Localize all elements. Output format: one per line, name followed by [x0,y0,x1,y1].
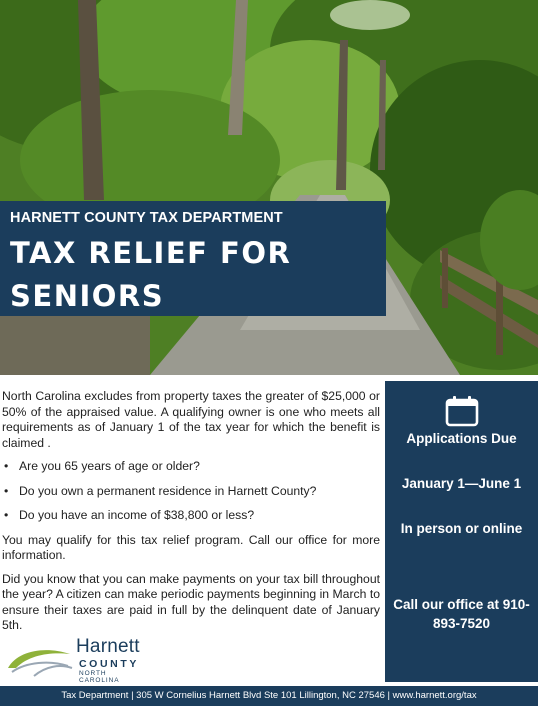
harnett-county-logo [6,636,146,682]
body-content [2,389,380,642]
qualify-paragraph: You may qualify for this tax relief program. Call our office for more information. [2,532,380,562]
logo-state: NORTH CAROLINA [79,670,120,684]
eligibility-questions [2,459,380,524]
list-item: • Are you 65 years of age or older? [2,459,380,475]
logo-county: COUNTY [79,658,139,670]
calendar-icon [445,395,479,427]
logo-swoosh-icon [6,640,74,680]
list-item: • Do you own a permanent residence in Harnett County? [2,484,380,500]
page-title: TAX RELIEF FOR SENIORS [10,236,292,313]
footer-bar: Tax Department | 305 W Cornelius Harnett Blvd Ste 101 Lillington, NC 27546 | www.harnett.org/tax [0,686,538,706]
intro-paragraph: North Carolina excludes from property taxes the greater of $25,000 or 50% of the appraised value. A qualifying owner is one who meets all requirements as of January 1 of the tax year for which the benefit is claimed . [2,389,380,450]
info-sidebar [385,381,538,682]
application-method: In person or online [400,521,523,536]
call-office-phone: Call our office at 910-893-7520 [393,597,530,631]
title-banner [0,201,386,316]
applications-due-label: Applications Due [406,431,517,446]
payments-paragraph: Did you know that you can make payments on your tax bill throughout the year? A citizen can make periodic payments beginning in March to ensure their taxes are paid in full by the delinquent date of January 5th. [2,571,380,632]
logo-name: Harnett [76,636,140,657]
department-name: HARNETT COUNTY TAX DEPARTMENT [10,210,283,226]
list-item: • Do you have an income of $38,800 or less? [2,508,380,524]
application-dates: January 1—June 1 [401,476,522,491]
